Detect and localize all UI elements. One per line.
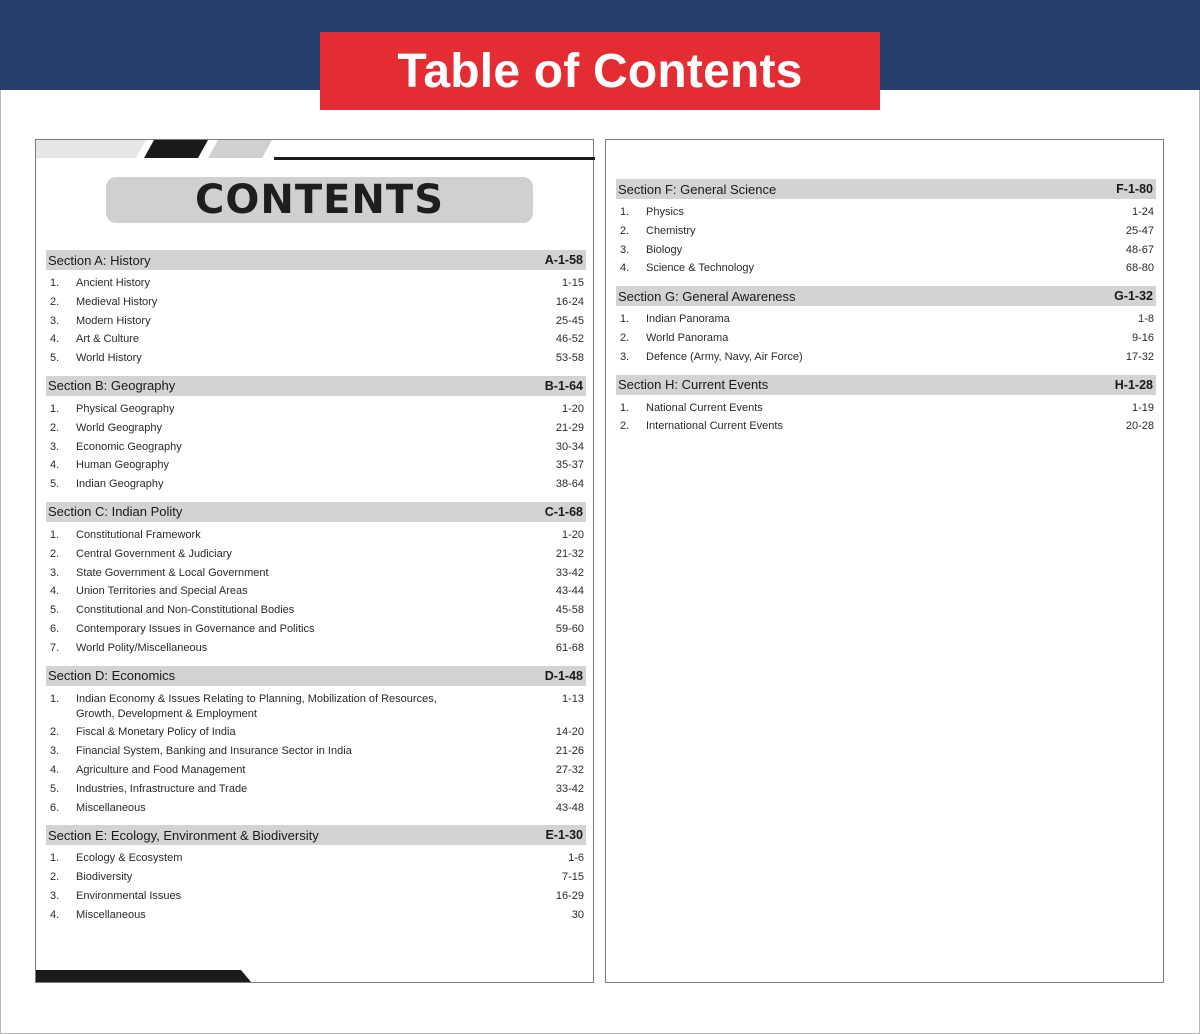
section-items [46, 270, 586, 372]
toc-entry [616, 261, 1156, 276]
left-toc-column [46, 246, 586, 929]
section-header [46, 825, 586, 845]
section-title: Section G: General Awareness [618, 288, 796, 304]
entry-number: 3. [50, 440, 60, 453]
entry-title: Economic Geography [76, 440, 182, 453]
entry-title: Union Territories and Special Areas [76, 585, 248, 598]
toc-section [616, 179, 1156, 282]
entry-number: 2. [620, 331, 630, 344]
entry-number: 1. [620, 313, 630, 326]
section-header [46, 250, 586, 270]
entry-pages: 53-58 [555, 352, 584, 365]
toc-section [46, 250, 586, 372]
entry-title: Agriculture and Food Management [76, 763, 246, 776]
section-header [46, 666, 586, 686]
entry-pages: 35-37 [555, 459, 584, 472]
entry-pages: 46-52 [555, 333, 584, 346]
entry-number: 5. [50, 478, 60, 491]
section-page-code: D-1-48 [544, 668, 583, 683]
entry-number: 5. [50, 352, 60, 365]
toc-entry [616, 205, 1156, 220]
entry-title: Industries, Infrastructure and Trade [76, 782, 248, 795]
entry-title: Constitutional and Non-Constitutional Bodies [76, 604, 295, 617]
toc-entry [46, 314, 586, 329]
toc-entry [46, 332, 586, 347]
entry-number: 4. [50, 908, 60, 921]
toc-entry [46, 351, 586, 366]
entry-number: 3. [620, 243, 630, 256]
toc-entry [46, 603, 586, 618]
entry-number: 3. [50, 314, 60, 327]
section-title: Section D: Economics [48, 668, 176, 684]
toc-section [46, 502, 586, 662]
section-page-code: G-1-32 [1114, 289, 1153, 304]
entry-title: Biodiversity [76, 871, 133, 884]
entry-pages: 27-32 [555, 763, 584, 776]
section-header [616, 179, 1156, 199]
entry-pages: 1-6 [568, 852, 584, 865]
entry-title: World History [76, 352, 142, 365]
entry-title: Science & Technology [646, 262, 755, 275]
toc-entry [46, 801, 586, 816]
toc-entry [46, 889, 586, 904]
entry-pages: 30-34 [555, 440, 584, 453]
right-page [605, 139, 1164, 983]
entry-number: 5. [50, 782, 60, 795]
toc-entry [46, 908, 586, 923]
entry-title: International Current Events [646, 420, 783, 433]
entry-title: Biology [646, 243, 683, 256]
entry-pages: 25-45 [555, 314, 584, 327]
decorative-bottom-stripe [36, 968, 256, 982]
entry-title: Art & Culture [76, 333, 139, 346]
entry-number: 2. [50, 726, 60, 739]
entry-number: 3. [50, 566, 60, 579]
toc-section [616, 286, 1156, 370]
section-items [616, 306, 1156, 370]
toc-entry [46, 584, 586, 599]
section-title: Section F: General Science [618, 181, 777, 197]
entry-pages: 1-24 [1131, 206, 1154, 218]
toc-entry [616, 401, 1156, 416]
entry-pages: 1-19 [1131, 401, 1154, 414]
entry-number: 2. [620, 420, 630, 433]
toc-section [616, 375, 1156, 441]
entry-title: Chemistry [646, 224, 696, 237]
entry-pages: 43-44 [555, 585, 584, 598]
entry-title: Miscellaneous [76, 908, 146, 921]
entry-pages: 38-64 [555, 478, 584, 491]
toc-entry [46, 566, 586, 581]
entry-pages: 17-32 [1125, 350, 1154, 363]
section-page-code: B-1-64 [544, 378, 583, 393]
contents-heading-box [106, 177, 533, 223]
entry-pages: 7-15 [561, 871, 584, 884]
entry-number: 2. [50, 421, 60, 434]
entry-title: National Current Events [646, 401, 763, 414]
entry-number: 4. [50, 459, 60, 472]
entry-title: Environmental Issues [76, 889, 182, 902]
entry-number: 6. [50, 622, 60, 635]
entry-number: 2. [50, 295, 60, 308]
section-header [616, 375, 1156, 395]
title-banner [320, 32, 880, 110]
entry-number: 6. [50, 801, 60, 814]
entry-number: 4. [50, 333, 60, 346]
toc-entry [46, 547, 586, 562]
toc-entry [46, 851, 586, 866]
entry-pages: 20-28 [1125, 420, 1154, 433]
entry-number: 1. [50, 528, 60, 541]
entry-pages: 45-58 [555, 604, 584, 617]
entry-title: Contemporary Issues in Governance and Politics [76, 622, 315, 635]
toc-entry [46, 528, 586, 543]
entry-title: State Government & Local Government [76, 566, 269, 579]
entry-number: 4. [50, 585, 60, 598]
toc-entry [46, 440, 586, 455]
section-items [46, 396, 586, 498]
entry-number: 3. [50, 745, 60, 758]
entry-title: Medieval History [76, 295, 158, 308]
entry-number: 4. [620, 262, 630, 275]
entry-number: 4. [50, 763, 60, 776]
toc-entry [46, 421, 586, 436]
toc-entry [616, 419, 1156, 434]
toc-entry [46, 782, 586, 797]
entry-pages: 43-48 [555, 801, 584, 814]
section-page-code: F-1-80 [1116, 182, 1153, 196]
entry-number: 1. [50, 277, 60, 289]
entry-pages: 33-42 [555, 566, 584, 579]
entry-number: 2. [50, 871, 60, 884]
toc-entry [46, 725, 586, 740]
entry-pages: 21-32 [555, 547, 584, 560]
section-items [616, 199, 1156, 282]
entry-number: 1. [620, 401, 630, 414]
entry-number: 1. [50, 852, 60, 865]
entry-title: Miscellaneous [76, 801, 146, 814]
toc-entry [616, 224, 1156, 239]
entry-pages: 1-20 [561, 528, 584, 541]
entry-number: 1. [620, 206, 630, 218]
toc-entry [46, 692, 586, 722]
left-page [35, 139, 594, 983]
entry-title: Central Government & Judiciary [76, 547, 232, 560]
toc-entry [616, 243, 1156, 258]
section-page-code: E-1-30 [545, 828, 583, 843]
toc-section [46, 376, 586, 498]
toc-entry [616, 312, 1156, 327]
entry-pages: 21-26 [555, 745, 584, 758]
decorative-stripes [36, 140, 595, 162]
entry-pages: 48-67 [1125, 243, 1154, 256]
right-toc-column [616, 175, 1156, 440]
entry-pages: 1-20 [561, 402, 584, 415]
entry-title: Constitutional Framework [76, 528, 201, 541]
section-items [46, 845, 586, 928]
entry-pages: 1-8 [1138, 313, 1154, 326]
entry-title: Indian Economy & Issues Relating to Planning, Mobilization of Resources, Growth, Development & Employment [76, 692, 437, 720]
section-page-code: A-1-58 [544, 253, 583, 267]
entry-number: 1. [50, 402, 60, 415]
section-page-code: H-1-28 [1114, 377, 1153, 392]
section-title: Section E: Ecology, Environment & Biodiversity [48, 827, 319, 843]
entry-title: Human Geography [76, 459, 169, 472]
entry-title: Physics [646, 206, 684, 218]
contents-heading: CONTENTS [194, 177, 444, 223]
entry-pages: 68-80 [1125, 262, 1154, 275]
toc-entry [46, 870, 586, 885]
toc-entry [46, 477, 586, 492]
toc-section [46, 666, 586, 822]
toc-entry [616, 331, 1156, 346]
section-items [46, 686, 586, 822]
section-title: Section A: History [48, 252, 151, 268]
section-page-code: C-1-68 [544, 504, 583, 519]
entry-number: 3. [620, 350, 630, 363]
entry-number: 1. [50, 692, 60, 705]
section-header [46, 502, 586, 522]
entry-pages: 61-68 [555, 641, 584, 654]
entry-number: 7. [50, 641, 60, 654]
toc-entry [46, 276, 586, 291]
entry-title: Indian Geography [76, 478, 164, 491]
section-header [46, 376, 586, 396]
entry-pages: 59-60 [555, 622, 584, 635]
section-title: Section H: Current Events [618, 377, 769, 393]
entry-title: Financial System, Banking and Insurance Sector in India [76, 745, 352, 758]
page-title: Table of Contents [397, 44, 803, 98]
entry-pages: 33-42 [555, 782, 584, 795]
entry-pages: 14-20 [555, 726, 584, 739]
entry-number: 5. [50, 604, 60, 617]
entry-title: Fiscal & Monetary Policy of India [76, 726, 236, 739]
entry-pages: 16-24 [555, 295, 584, 308]
toc-entry [46, 622, 586, 637]
entry-title: Indian Panorama [646, 313, 730, 326]
entry-title: World Panorama [646, 331, 729, 344]
entry-title: Ancient History [76, 277, 150, 289]
entry-title: Ecology & Ecosystem [76, 852, 183, 865]
toc-entry [46, 402, 586, 417]
entry-pages: 9-16 [1131, 331, 1154, 344]
entry-title: Modern History [76, 314, 151, 327]
section-title: Section C: Indian Polity [48, 504, 183, 520]
entry-pages: 21-29 [555, 421, 584, 434]
entry-number: 2. [50, 547, 60, 560]
toc-entry [46, 763, 586, 778]
section-header [616, 286, 1156, 306]
entry-pages: 30 [571, 908, 584, 921]
section-title: Section B: Geography [48, 378, 176, 394]
entry-title: Defence (Army, Navy, Air Force) [646, 350, 803, 363]
section-items [616, 395, 1156, 441]
section-items [46, 522, 586, 662]
toc-section [46, 825, 586, 928]
entry-pages: 1-13 [561, 692, 584, 705]
toc-entry [46, 744, 586, 759]
entry-pages: 16-29 [555, 889, 584, 902]
entry-title: World Geography [76, 421, 163, 434]
entry-number: 2. [620, 224, 630, 237]
entry-title: World Polity/Miscellaneous [76, 641, 208, 654]
entry-pages: 25-47 [1125, 224, 1154, 237]
toc-entry [616, 350, 1156, 365]
entry-title: Physical Geography [76, 402, 175, 415]
entry-pages: 1-15 [561, 277, 584, 289]
toc-entry [46, 641, 586, 656]
entry-number: 3. [50, 889, 60, 902]
toc-entry [46, 295, 586, 310]
toc-entry [46, 458, 586, 473]
